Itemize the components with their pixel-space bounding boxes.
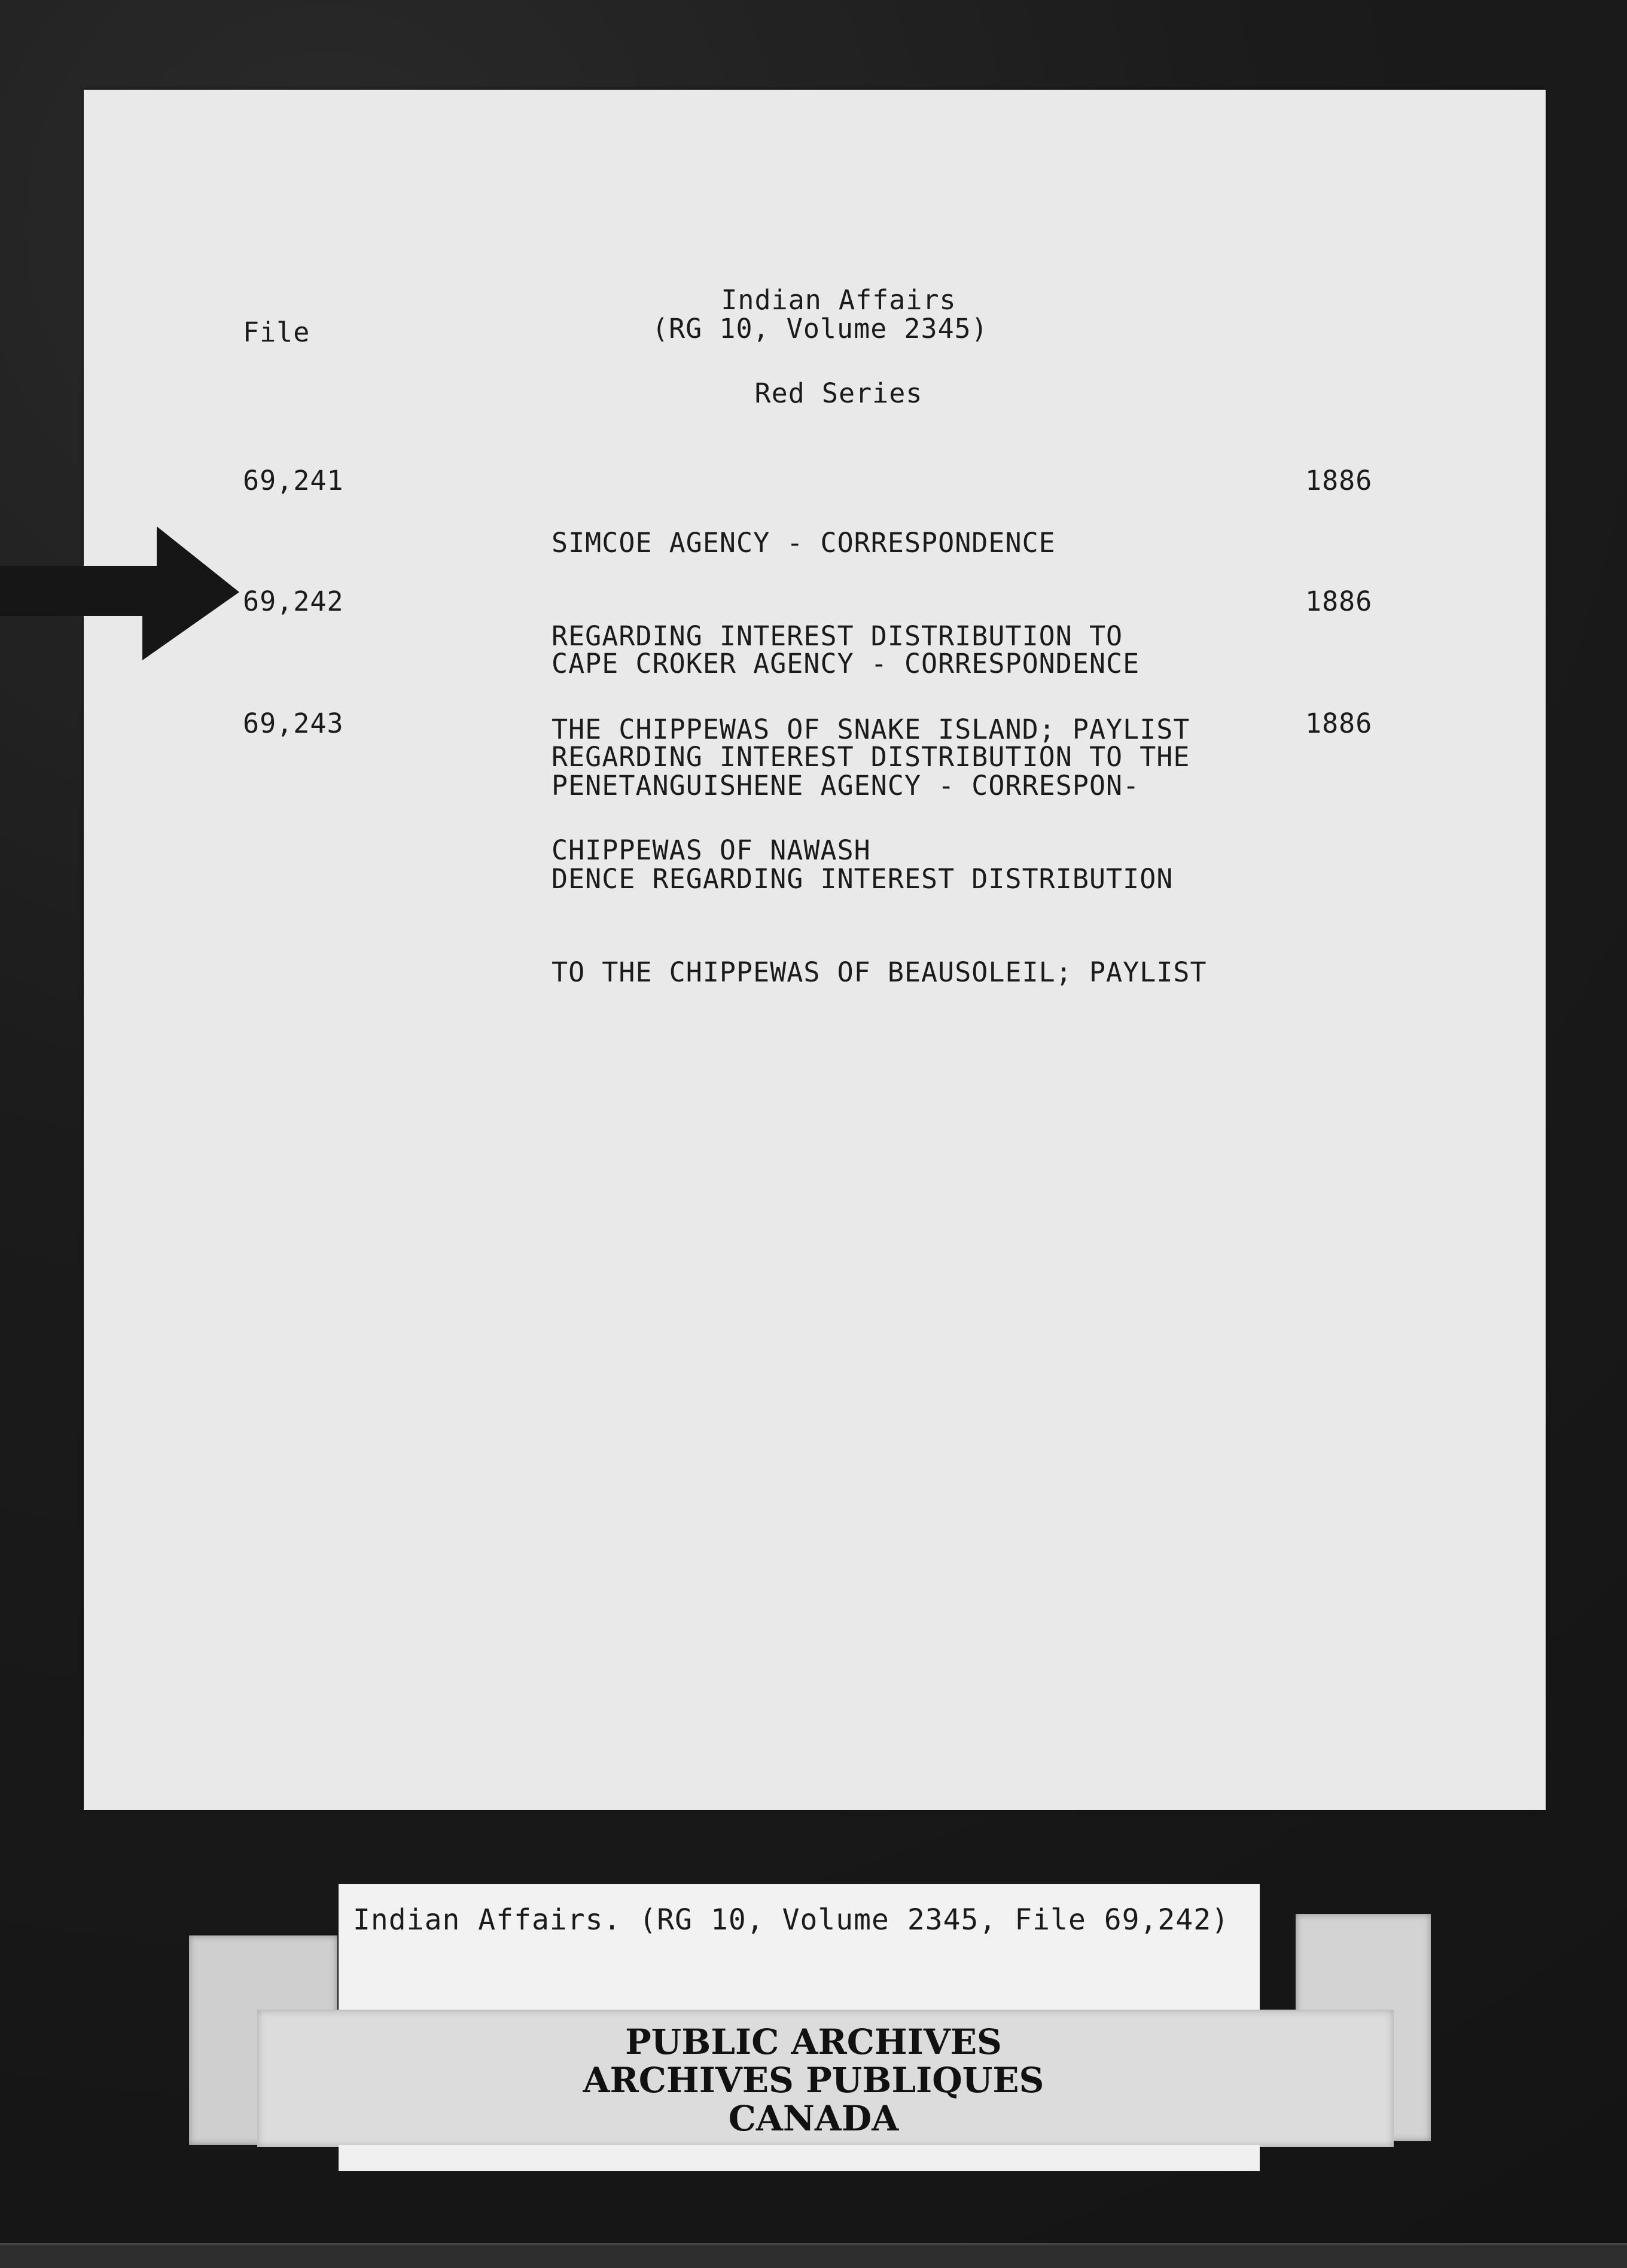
file-label-slip	[339, 1884, 1260, 2012]
description-line: TO THE CHIPPEWAS OF BEAUSOLEIL; PAYLIST	[552, 956, 1207, 988]
description-line: PENETANGUISHENE AGENCY - CORRESPON-	[552, 770, 1140, 801]
description-line: DENCE REGARDING INTEREST DISTRIBUTION	[552, 863, 1174, 895]
stamp-line-french: ARCHIVES PUBLIQUES	[583, 2060, 1044, 2101]
description-line: REGARDING INTEREST DISTRIBUTION TO	[552, 620, 1123, 652]
file-column-label: File	[243, 316, 310, 348]
file-year: 1886	[1305, 708, 1373, 739]
description-line: CHIPPEWAS OF NAWASH	[552, 834, 871, 866]
file-year: 1886	[1305, 465, 1373, 496]
volume-reference: (RG 10, Volume 2345)	[652, 313, 988, 345]
archives-stamp	[0, 2023, 1627, 2138]
description-line: THE CHIPPEWAS OF SNAKE ISLAND; PAYLIST	[552, 714, 1190, 745]
file-label-text: Indian Affairs. (RG 10, Volume 2345, File 69,242)	[353, 1903, 1230, 1937]
stamp-lower-strip	[339, 2145, 1260, 2171]
film-edge	[0, 2243, 1627, 2268]
description-line: CAPE CROKER AGENCY - CORRESPONDENCE	[552, 648, 1140, 679]
file-number: 69,241	[243, 465, 344, 496]
stamp-line-country: CANADA	[728, 2098, 899, 2139]
file-description	[552, 708, 1207, 1050]
description-line: REGARDING INTEREST DISTRIBUTION TO THE	[552, 741, 1190, 773]
pointer-arrow-icon	[0, 526, 251, 670]
document-sheet	[84, 90, 1546, 1810]
header-title: Indian Affairs	[721, 284, 956, 316]
file-number: 69,243	[243, 708, 344, 739]
header-subtitle: Red Series	[754, 377, 923, 409]
file-number: 69,242	[243, 586, 344, 617]
stamp-line-english: PUBLIC ARCHIVES	[625, 2022, 1002, 2062]
file-year: 1886	[1305, 586, 1373, 617]
description-line: SIMCOE AGENCY - CORRESPONDENCE	[552, 527, 1056, 559]
